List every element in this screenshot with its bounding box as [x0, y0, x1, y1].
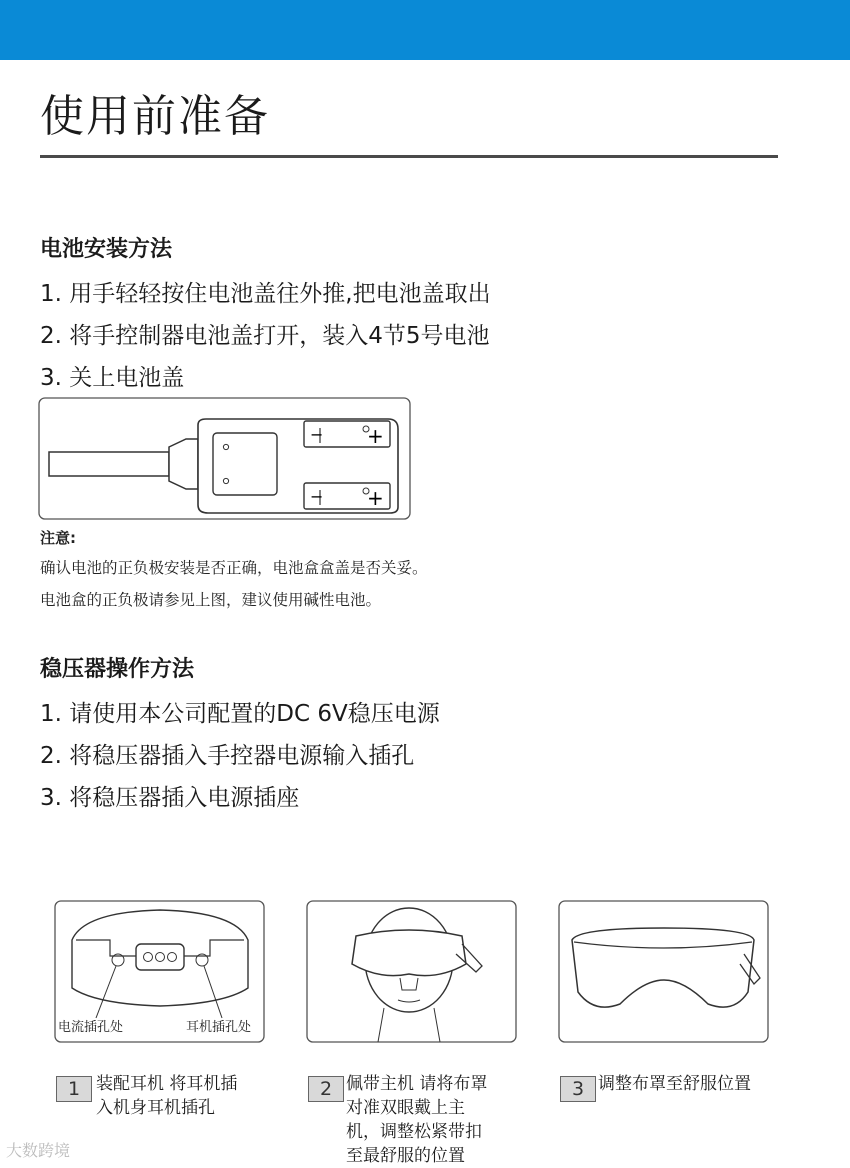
- caption-1: [96, 1072, 237, 1120]
- caption-2-line-3: 机，调整松紧带扣: [346, 1122, 482, 1142]
- title-divider: [40, 155, 778, 158]
- figure-1-jacks: [54, 900, 266, 1044]
- caption-3-line-1: 调整布罩至舒服位置: [598, 1074, 751, 1094]
- battery-compartment-illustration: [38, 397, 412, 521]
- caption-3: [598, 1072, 751, 1096]
- caption-2-line-4: 至最舒服的位置: [346, 1146, 465, 1166]
- regulator-step-1: 1. 请使用本公司配置的DC 6V稳压电源: [40, 701, 440, 727]
- step-number-3: 3: [560, 1076, 596, 1102]
- step-number-1: 1: [56, 1076, 92, 1102]
- regulator-step-3: 3. 将稳压器插入电源插座: [40, 785, 300, 811]
- watermark: 大数跨境: [6, 1141, 71, 1160]
- battery-plus-bottom: +: [367, 486, 384, 510]
- battery-section-heading: 电池安装方法: [40, 237, 173, 262]
- top-accent-bar: [0, 0, 850, 60]
- figure-3-adjusting: [558, 900, 770, 1044]
- figure-2-wearing: [306, 900, 518, 1044]
- note-line-1: 确认电池的正负极安装是否正确，电池盒盒盖是否关妥。: [40, 559, 428, 577]
- battery-minus-top: −: [310, 425, 324, 444]
- battery-step-2: 2. 将手控制器电池盖打开，装入4节5号电池: [40, 323, 490, 349]
- caption-1-line-1: 装配耳机 将耳机插: [96, 1074, 238, 1094]
- regulator-section-heading: 稳压器操作方法: [40, 657, 195, 682]
- regulator-step-2: 2. 将稳压器插入手控器电源输入插孔: [40, 743, 415, 769]
- page-title: 使用前准备: [40, 91, 270, 142]
- battery-plus-top: +: [367, 424, 384, 448]
- caption-1-line-2: 入机身耳机插孔: [96, 1098, 215, 1118]
- battery-minus-bottom: −: [310, 487, 324, 506]
- caption-2: [346, 1072, 487, 1168]
- battery-step-3: 3. 关上电池盖: [40, 365, 185, 391]
- battery-step-1: 1. 用手轻轻按住电池盖往外推,把电池盖取出: [40, 281, 491, 307]
- caption-2-line-1: 佩带主机 请将布罩: [346, 1074, 488, 1094]
- note-heading: 注意:: [40, 529, 76, 547]
- note-line-2: 电池盒的正负极请参见上图，建议使用碱性电池。: [40, 591, 382, 609]
- caption-2-line-2: 对准双眼戴上主: [346, 1098, 465, 1118]
- earphone-jack-label: 耳机插孔处: [186, 1020, 252, 1035]
- step-number-2: 2: [308, 1076, 344, 1102]
- power-jack-label: 电流插孔处: [58, 1020, 124, 1035]
